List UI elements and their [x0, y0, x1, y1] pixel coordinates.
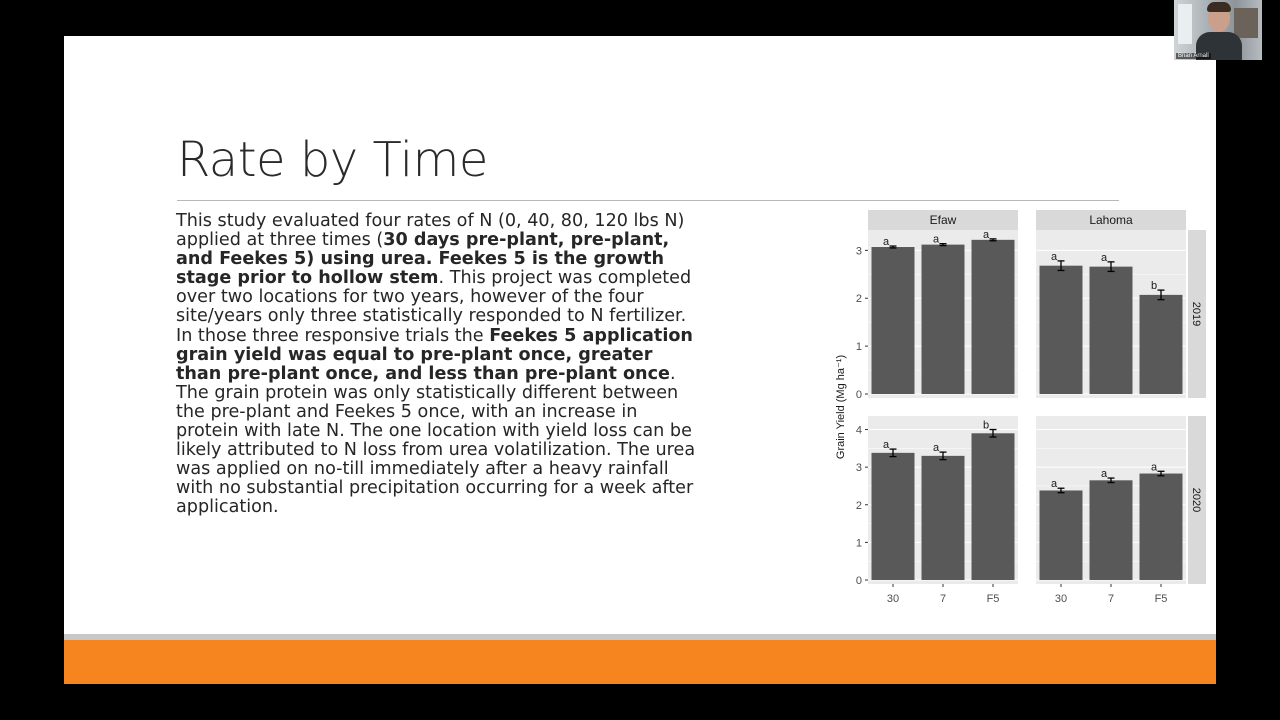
significance-letter-efaw-2020-30: a	[882, 439, 890, 452]
body-segment-2: . This project was completed over two locations for two years, however of the four site/years only three statistically responded to N fertilizer. In those three responsive trials the	[176, 268, 692, 346]
bar-lahoma-2020-F5	[1140, 474, 1183, 580]
ytick-label-efaw-2019-2: 2	[855, 293, 862, 306]
significance-letter-lahoma-2020-30: a	[1050, 478, 1058, 491]
xtick-label-efaw-7: 7	[939, 593, 947, 605]
bar-efaw-2020-30	[872, 453, 915, 580]
facet-label-lahoma: Lahoma	[1089, 213, 1133, 227]
bar-efaw-2019-F5	[972, 240, 1015, 394]
webcam-participant-name: Brian Arnall	[1178, 53, 1209, 59]
ytick-label-efaw-2020-2: 2	[855, 499, 862, 512]
xtick-label-efaw-30: 30	[886, 593, 900, 605]
bar-lahoma-2020-30	[1040, 490, 1083, 580]
ytick-label-efaw-2020-4: 4	[855, 424, 862, 437]
body-segment-3: Feekes 5 application grain yield was equal to pre-plant once, greater than pre-plant once, and less than pre-plant once	[176, 325, 693, 384]
webcam-thumbnail[interactable]	[1174, 0, 1262, 60]
facet-label-2019: 2019	[1190, 301, 1202, 327]
significance-letter-efaw-2019-7: a	[932, 233, 940, 246]
ytick-label-efaw-2019-0: 0	[855, 389, 862, 401]
significance-letter-lahoma-2019-F5: b	[1150, 280, 1158, 293]
slide	[64, 36, 1216, 684]
ytick-label-efaw-2019-3: 3	[855, 245, 862, 258]
facet-label-efaw: Efaw	[929, 213, 957, 227]
bar-lahoma-2019-7	[1090, 267, 1133, 394]
significance-letter-lahoma-2019-7: a	[1100, 251, 1108, 264]
significance-letter-lahoma-2019-30: a	[1050, 250, 1058, 263]
xtick-label-lahoma-7: 7	[1107, 593, 1115, 605]
bar-efaw-2020-7	[922, 456, 965, 580]
body-segment-4: . The grain protein was only statistically different between the pre-plant and Feekes 5 once, with an increase in protein with late N. The one location with yield loss can be likely attributed to N loss from urea volatilization. The urea was applied on no-till immediately after a heavy rainfall with no substantial precipitation occurring for a week after application.	[176, 363, 696, 518]
ytick-label-efaw-2020-1: 1	[855, 537, 862, 550]
xtick-label-lahoma-30: 30	[1054, 593, 1068, 605]
webcam-window	[1178, 4, 1192, 44]
bar-lahoma-2019-F5	[1140, 295, 1183, 394]
ytick-label-efaw-2019-1: 1	[855, 341, 862, 354]
significance-letter-lahoma-2020-7: a	[1100, 468, 1108, 481]
significance-letter-efaw-2020-F5: b	[982, 419, 990, 432]
significance-letter-efaw-2020-7: a	[932, 442, 940, 455]
bar-efaw-2019-7	[922, 245, 965, 394]
significance-letter-efaw-2019-F5: a	[982, 228, 990, 241]
xtick-label-lahoma-F5: F5	[1154, 593, 1168, 605]
body-segment-1: 30 days pre-plant, pre-plant, and Feekes 5) using urea. Feekes 5 is the growth stage prior to hollow stem	[176, 230, 670, 289]
webcam-shelf	[1234, 8, 1258, 38]
title-divider	[177, 200, 1119, 201]
ytick-label-efaw-2020-3: 3	[855, 462, 862, 475]
xtick-label-efaw-F5: F5	[986, 593, 1000, 605]
bar-efaw-2020-F5	[972, 433, 1015, 580]
body-segment-0: This study evaluated four rates of N (0, 40, 80, 120 lbs N) applied at three times (	[176, 211, 685, 251]
significance-letter-efaw-2019-30: a	[882, 236, 890, 249]
bar-lahoma-2020-7	[1090, 480, 1133, 580]
grain-yield-chart	[834, 206, 1214, 662]
slide-title: Rate by Time	[177, 132, 488, 188]
bar-efaw-2019-30	[872, 247, 915, 394]
webcam-person-hair	[1207, 2, 1231, 12]
slide-body-text	[176, 212, 696, 518]
facet-label-2020: 2020	[1190, 487, 1202, 513]
significance-letter-lahoma-2020-F5: a	[1150, 461, 1158, 474]
ytick-label-efaw-2020-0: 0	[855, 575, 862, 587]
y-axis-title: Grain Yield (Mg ha⁻¹)	[835, 354, 847, 460]
bar-lahoma-2019-30	[1040, 266, 1083, 394]
footer-bar	[64, 640, 1216, 684]
